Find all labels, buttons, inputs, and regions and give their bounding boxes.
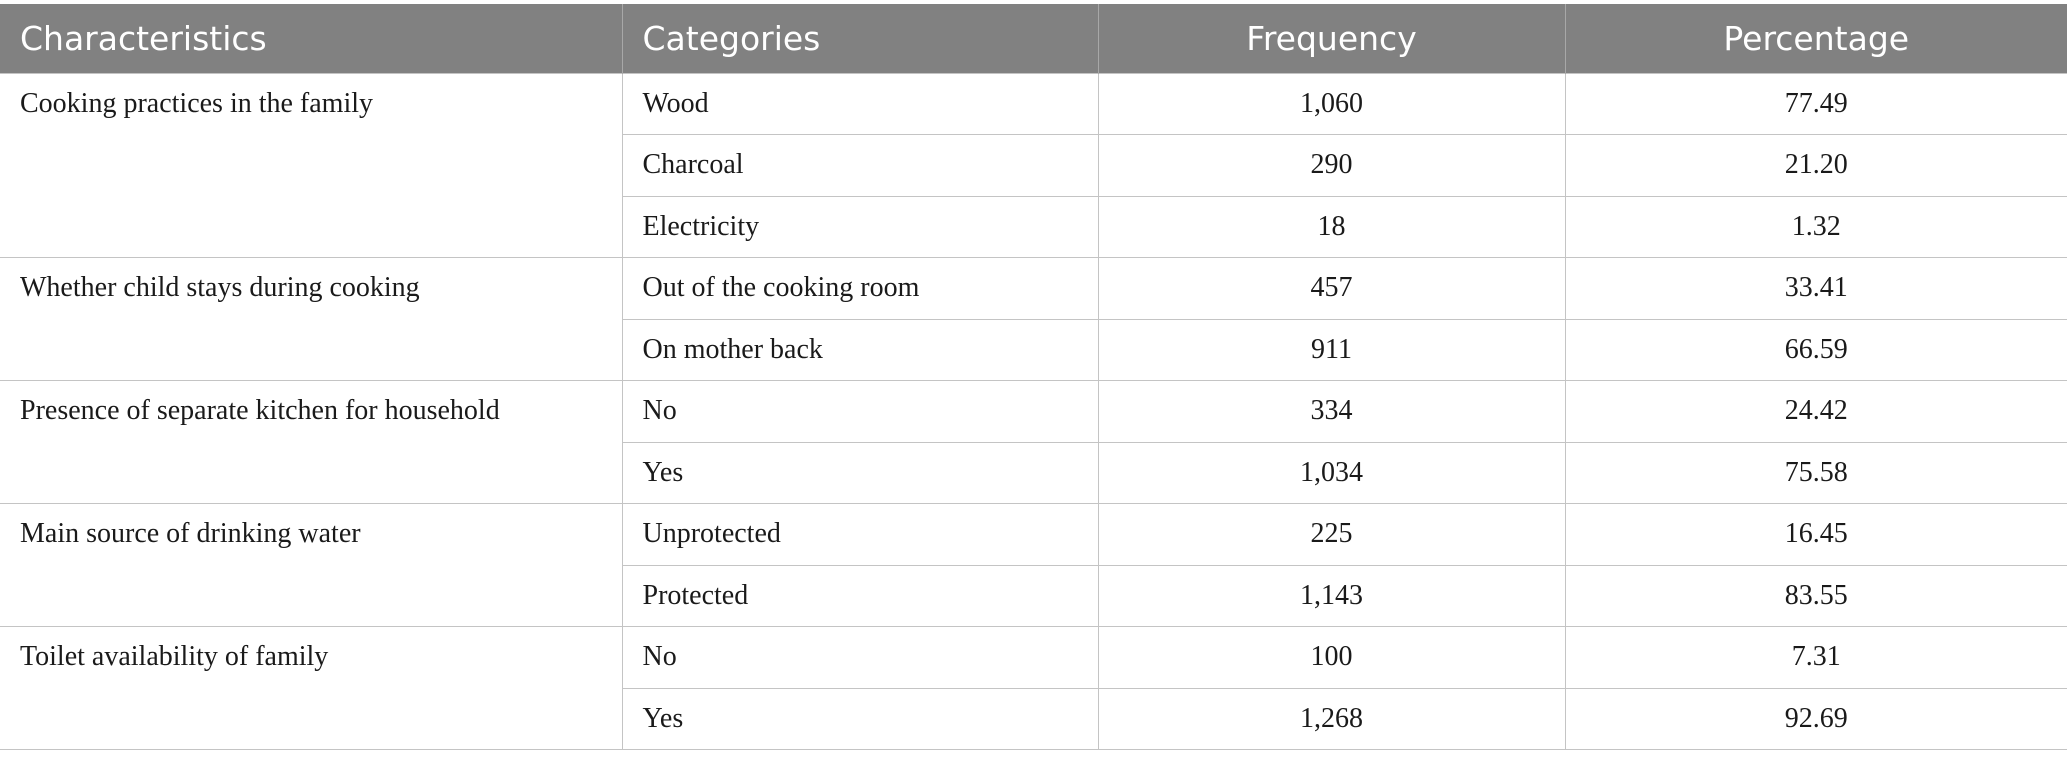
frequency-cell: 18 <box>1098 196 1565 258</box>
percentage-cell: 77.49 <box>1565 73 2067 135</box>
percentage-cell: 7.31 <box>1565 627 2067 689</box>
category-cell: No <box>622 381 1098 443</box>
category-cell: Yes <box>622 688 1098 750</box>
category-cell: Electricity <box>622 196 1098 258</box>
frequency-cell: 457 <box>1098 258 1565 320</box>
percentage-cell: 66.59 <box>1565 319 2067 381</box>
frequency-cell: 100 <box>1098 627 1565 689</box>
category-cell: On mother back <box>622 319 1098 381</box>
category-cell: Yes <box>622 442 1098 504</box>
header-row <box>0 4 2067 73</box>
percentage-cell: 75.58 <box>1565 442 2067 504</box>
table-row <box>0 258 2067 320</box>
frequency-cell: 290 <box>1098 135 1565 197</box>
characteristic-cell-main-source-of-drinking-water: Main source of drinking water <box>0 504 622 627</box>
category-cell: No <box>622 627 1098 689</box>
header-frequency: Frequency <box>1098 4 1565 73</box>
category-cell: Protected <box>622 565 1098 627</box>
percentage-cell: 33.41 <box>1565 258 2067 320</box>
percentage-cell: 16.45 <box>1565 504 2067 566</box>
header-percentage: Percentage <box>1565 4 2067 73</box>
characteristics-table <box>0 4 2067 750</box>
category-cell: Charcoal <box>622 135 1098 197</box>
table-row <box>0 627 2067 689</box>
percentage-cell: 24.42 <box>1565 381 2067 443</box>
frequency-cell: 1,034 <box>1098 442 1565 504</box>
characteristic-cell-cooking-practices-in-the-family: Cooking practices in the family <box>0 73 622 258</box>
frequency-cell: 911 <box>1098 319 1565 381</box>
header-categories: Categories <box>622 4 1098 73</box>
header-characteristics: Characteristics <box>0 4 622 73</box>
category-cell: Unprotected <box>622 504 1098 566</box>
table-header <box>0 4 2067 73</box>
table-body <box>0 73 2067 750</box>
characteristic-cell-whether-child-stays-during-cooking: Whether child stays during cooking <box>0 258 622 381</box>
category-cell: Wood <box>622 73 1098 135</box>
characteristic-cell-toilet-availability-of-family: Toilet availability of family <box>0 627 622 750</box>
percentage-cell: 92.69 <box>1565 688 2067 750</box>
table-row <box>0 381 2067 443</box>
characteristic-cell-presence-of-separate-kitchen-for-household: Presence of separate kitchen for household <box>0 381 622 504</box>
frequency-cell: 225 <box>1098 504 1565 566</box>
table-row <box>0 504 2067 566</box>
data-table-container <box>0 4 2067 750</box>
table-row <box>0 73 2067 135</box>
percentage-cell: 21.20 <box>1565 135 2067 197</box>
percentage-cell: 83.55 <box>1565 565 2067 627</box>
frequency-cell: 1,268 <box>1098 688 1565 750</box>
frequency-cell: 1,060 <box>1098 73 1565 135</box>
frequency-cell: 1,143 <box>1098 565 1565 627</box>
percentage-cell: 1.32 <box>1565 196 2067 258</box>
frequency-cell: 334 <box>1098 381 1565 443</box>
category-cell: Out of the cooking room <box>622 258 1098 320</box>
